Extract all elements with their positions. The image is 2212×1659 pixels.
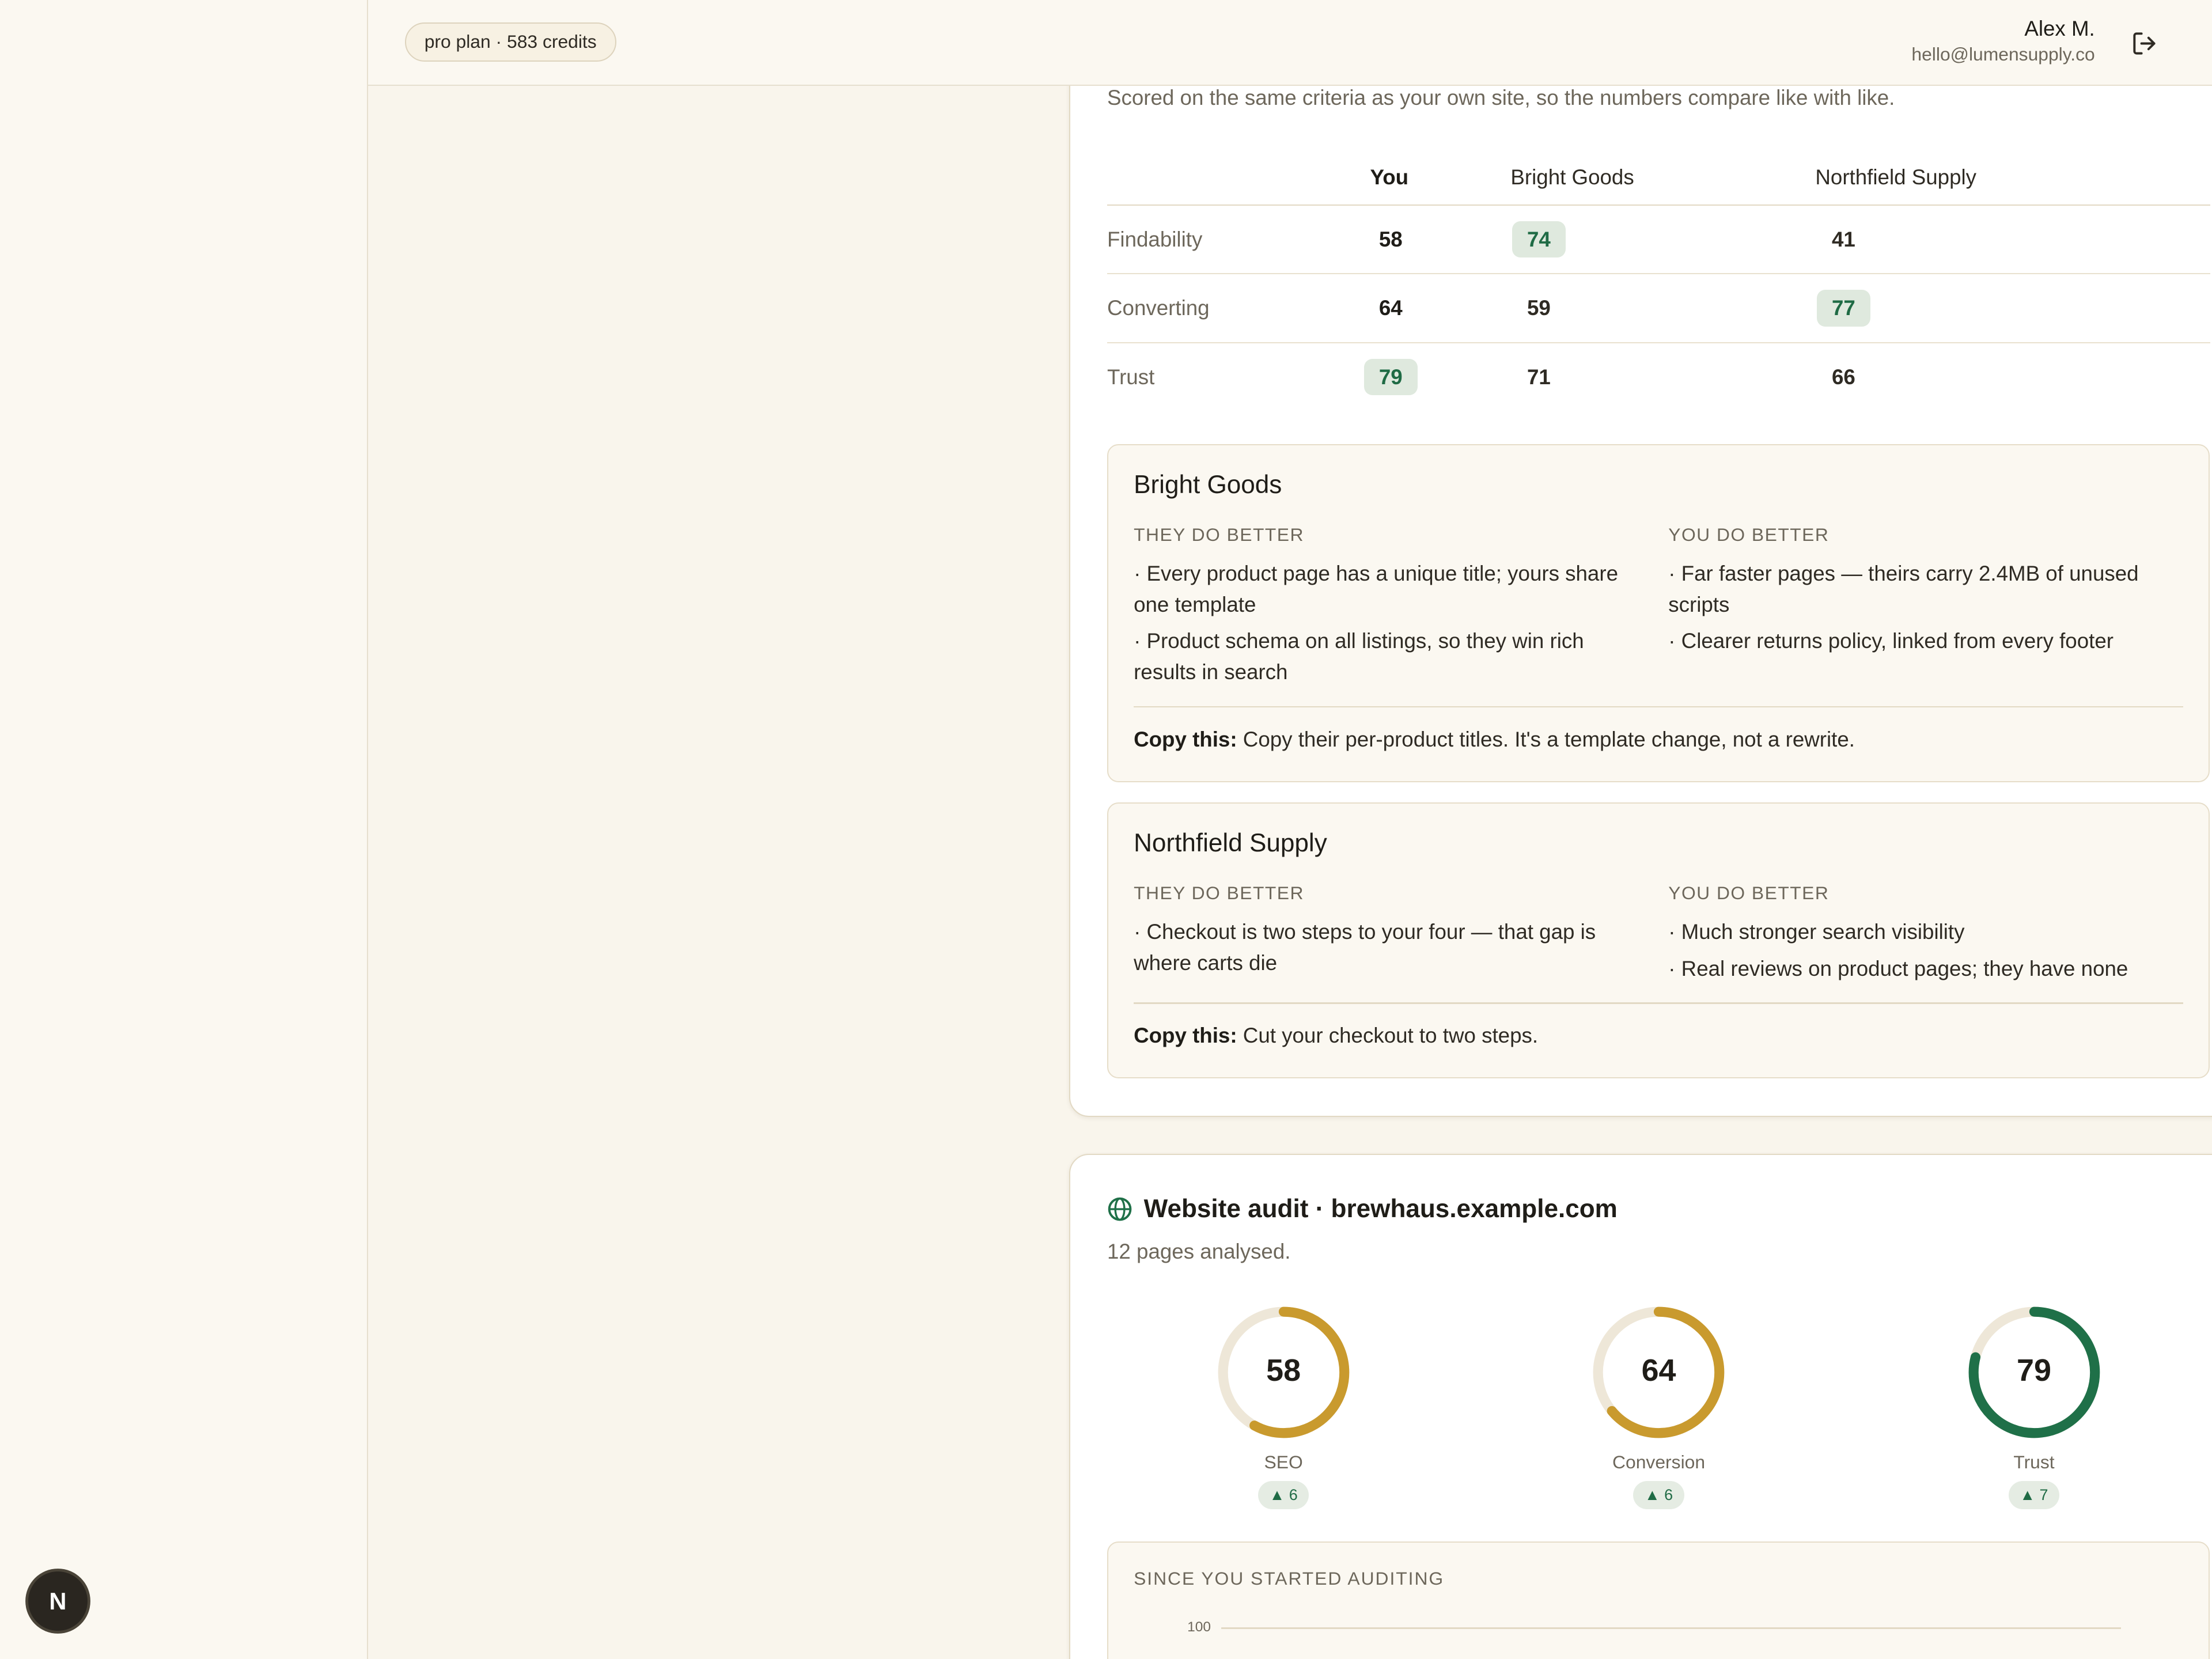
competitor-name: Bright Goods (1134, 471, 1282, 499)
list-item: · Clearer returns policy, linked from every footer (1668, 629, 2113, 653)
table-row (1107, 274, 2210, 343)
delta-badge: ▲ 6 (1633, 1481, 1684, 1509)
copy-this-tip: Copy this: Copy their per-product titles. It's a template change, not a rewrite. (1134, 727, 1855, 751)
score-northfield: 41 (1831, 227, 1855, 251)
score-bright-goods: 74 (1510, 206, 1567, 274)
table-row (1107, 343, 2210, 411)
row-label: Findability (1107, 227, 1203, 251)
column-bright-goods: Bright Goods (1510, 165, 1634, 189)
plan-credits-pill[interactable]: pro plan · 583 credits (405, 22, 616, 62)
list-item: · Real reviews on product pages; they have none (1668, 956, 2128, 980)
copy-this-tip: Copy this: Cut your checkout to two steps. (1134, 1024, 1539, 1048)
score-you: 64 (1378, 296, 1403, 320)
top-bar (368, 0, 2212, 86)
score-northfield: 66 (1831, 365, 1855, 389)
sidebar (0, 0, 368, 1659)
you-do-better-heading: YOU DO BETTER (1668, 882, 1830, 904)
competitor-comparison-card (1069, 0, 2212, 1117)
you-do-better-heading: YOU DO BETTER (1668, 524, 1830, 546)
globe-icon (1107, 1196, 1132, 1222)
score-bright-goods: 59 (1527, 296, 1551, 320)
user-email: hello@lumensupply.co (1911, 43, 2095, 65)
list-item: · Far faster pages — theirs carry 2.4MB of unused scripts (1668, 561, 2139, 616)
divider (1134, 706, 2183, 707)
score-bright-goods: 71 (1527, 365, 1551, 389)
you-do-better-list (1668, 558, 2183, 662)
you-do-better-list (1668, 916, 2183, 990)
delta-badge: ▲ 6 (1258, 1481, 1309, 1509)
gauge-label: Conversion (1612, 1451, 1706, 1472)
row-label: Trust (1107, 365, 1155, 389)
audit-header (1107, 1195, 1618, 1224)
table-row (1107, 206, 2210, 275)
logout-icon[interactable] (2130, 29, 2158, 58)
gauge-value: 64 (1641, 1353, 1676, 1388)
axis-tick-label: 100 (1187, 1619, 1211, 1635)
list-item: · Every product page has a unique title; yours share one template (1134, 561, 1619, 616)
they-do-better-heading: THEY DO BETTER (1134, 882, 1304, 904)
competitor-name: Northfield Supply (1134, 829, 1327, 858)
list-item: · Product schema on all listings, so they win rich results in search (1134, 629, 1584, 684)
gauge-seo (1213, 1302, 1354, 1509)
score-northfield: 77 (1815, 274, 1872, 342)
since-started-auditing-panel (1107, 1541, 2210, 1659)
column-you: You (1370, 165, 1409, 189)
divider (1134, 1002, 2183, 1003)
main-content (368, 0, 2212, 1659)
comparison-table (1107, 142, 2210, 411)
user-name: Alex M. (2024, 17, 2095, 41)
gauge-label: SEO (1264, 1451, 1303, 1472)
gauge-value: 58 (1266, 1353, 1301, 1388)
gauge-trust (1964, 1302, 2105, 1509)
competitor-box-bright-goods (1107, 444, 2210, 782)
they-do-better-list (1134, 558, 1645, 694)
list-item: · Checkout is two steps to your four — that gap is where carts die (1134, 919, 1596, 975)
list-item: · Much stronger search visibility (1668, 919, 1965, 944)
app-badge[interactable]: N (28, 1571, 88, 1631)
table-header (1107, 142, 2210, 206)
gauge-conversion (1588, 1302, 1729, 1509)
audit-title: Website audit · brewhaus.example.com (1143, 1194, 1618, 1223)
gauge-value: 79 (2017, 1353, 2051, 1388)
score-you: 58 (1378, 227, 1403, 251)
website-audit-card (1069, 1154, 2212, 1659)
score-you: 79 (1362, 343, 1419, 411)
delta-badge: ▲ 7 (2009, 1481, 2059, 1509)
competitor-box-northfield-supply (1107, 802, 2210, 1078)
they-do-better-heading: THEY DO BETTER (1134, 524, 1304, 546)
panel-title: SINCE YOU STARTED AUDITING (1134, 1568, 1445, 1589)
column-northfield-supply: Northfield Supply (1815, 165, 1977, 189)
audit-subtitle: 12 pages analysed. (1107, 1240, 1291, 1264)
comparison-subtitle: Scored on the same criteria as your own site, so the numbers compare like with like. (1107, 85, 1895, 109)
gauge-label: Trust (2013, 1451, 2055, 1472)
grid-line (1221, 1627, 2121, 1628)
row-label: Converting (1107, 296, 1210, 320)
they-do-better-list (1134, 916, 1645, 984)
